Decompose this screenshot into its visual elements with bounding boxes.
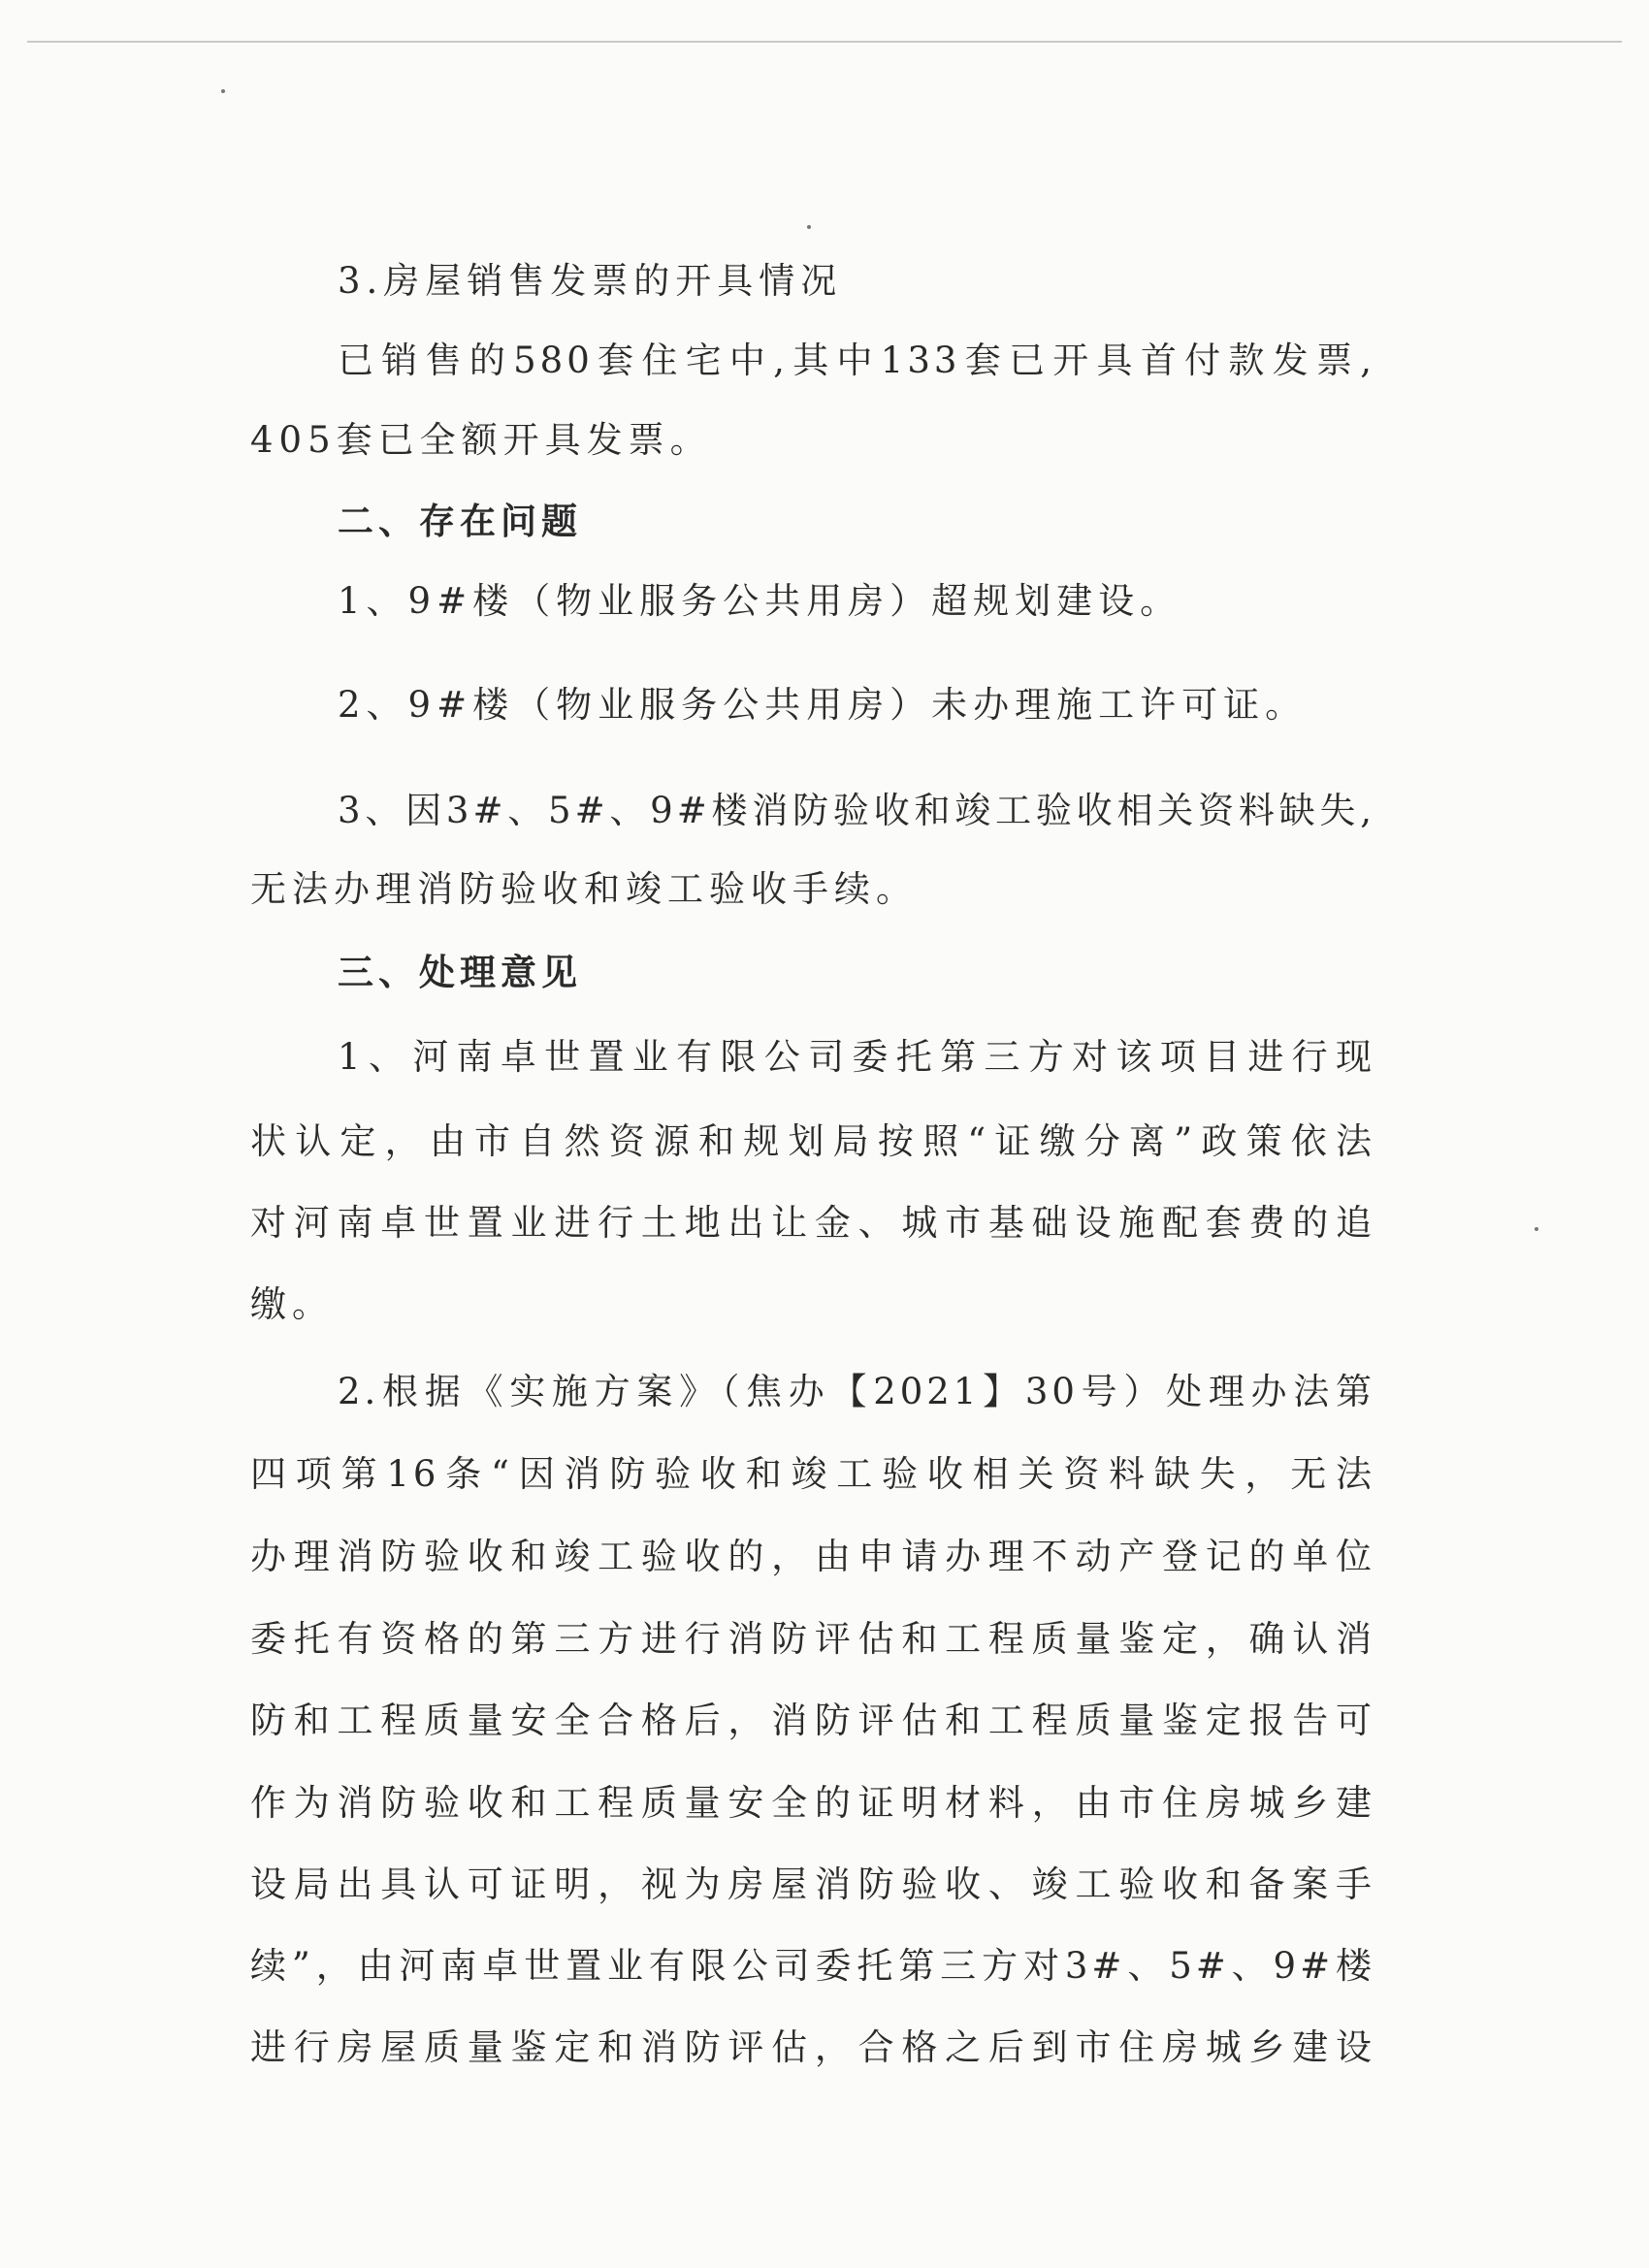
list-item-continuation: 无法办理消防验收和竣工验收手续。 xyxy=(250,868,918,910)
paragraph-line: 已销售的580套住宅中,其中133套已开具首付款发票, xyxy=(338,340,1375,381)
paragraph-line: 委托有资格的第三方进行消防评估和工程质量鉴定，确认消 xyxy=(250,1618,1375,1660)
paragraph-line: 进行房屋质量鉴定和消防评估，合格之后到市住房城乡建设 xyxy=(250,2026,1375,2068)
section-heading: 二、存在问题 xyxy=(338,501,582,542)
paragraph-line: 作为消防验收和工程质量安全的证明材料，由市住房城乡建 xyxy=(250,1782,1375,1824)
paragraph-line: 防和工程质量安全合格后，消防评估和工程质量鉴定报告可 xyxy=(250,1700,1375,1741)
paragraph-line: 2.根据《实施方案》（焦办【2021】30号）处理办法第 xyxy=(338,1371,1375,1412)
paragraph-line: 设局出具认可证明，视为房屋消防验收、竣工验收和备案手 xyxy=(250,1863,1375,1905)
list-item: 1、9#楼（物业服务公共用房）超规划建设。 xyxy=(338,580,1182,622)
scan-speck xyxy=(221,89,225,93)
list-item: 2、9#楼（物业服务公共用房）未办理施工许可证。 xyxy=(338,684,1308,726)
list-item: 3、因3#、5#、9#楼消防验收和竣工验收相关资料缺失, xyxy=(338,790,1375,831)
paragraph-line: 四项第16条“因消防验收和竣工验收相关资料缺失，无法 xyxy=(250,1453,1375,1495)
paragraph-line: 405套已全额开具发票。 xyxy=(250,419,712,461)
paragraph-line: 续”，由河南卓世置业有限公司委托第三方对3#、5#、9#楼 xyxy=(250,1945,1375,1987)
section-heading: 三、处理意见 xyxy=(338,952,582,993)
paragraph-line: 办理消防验收和竣工验收的，由申请办理不动产登记的单位 xyxy=(250,1536,1375,1577)
subsection-title: 3.房屋销售发票的开具情况 xyxy=(338,260,843,302)
paragraph-line: 对河南卓世置业进行土地出让金、城市基础设施配套费的追 xyxy=(250,1202,1375,1244)
scan-edge-line xyxy=(27,41,1622,43)
scan-speck xyxy=(1535,1227,1538,1231)
scan-speck xyxy=(807,225,811,229)
paragraph-line: 状认定，由市自然资源和规划局按照“证缴分离”政策依法 xyxy=(250,1120,1375,1162)
paragraph-line: 缴。 xyxy=(250,1283,334,1325)
paragraph-line: 1、河南卓世置业有限公司委托第三方对该项目进行现 xyxy=(338,1036,1375,1078)
